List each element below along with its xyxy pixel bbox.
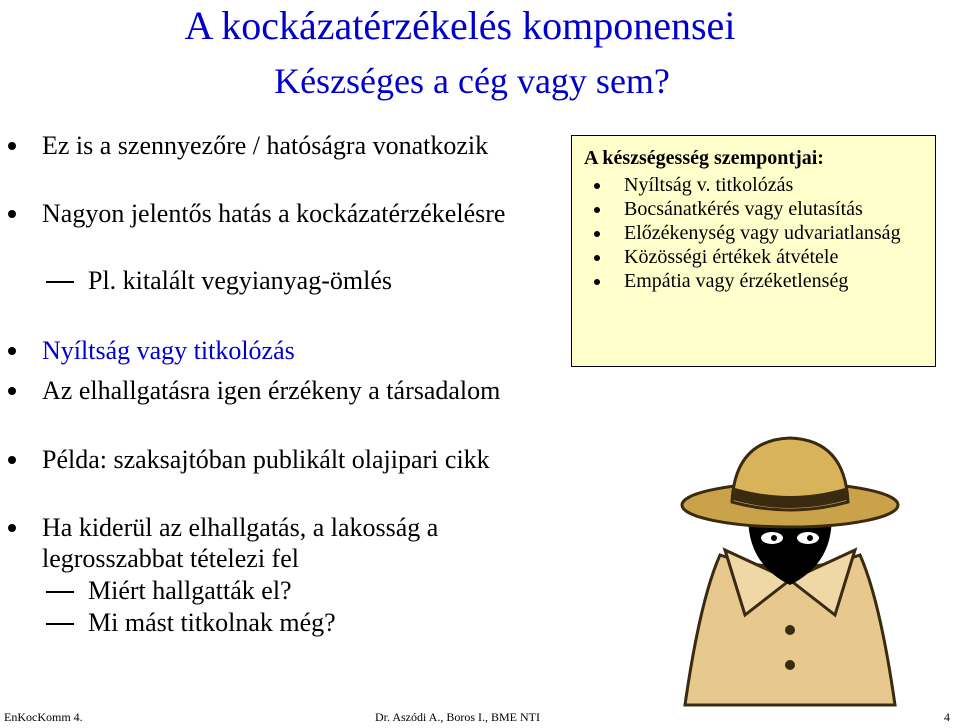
sub-bullet-item: Miért hallgatták el? [88,575,548,606]
box-heading: A készségesség szempontjai: [584,147,824,169]
box-list [584,173,923,293]
box-item: Előzékenység vagy udvariatlanság [584,221,923,245]
bullet-item: Az elhallgatásra igen érzékeny a társadalom [42,375,552,406]
sub-bullet-item: Mi mást titkolnak még? [88,607,548,638]
bullet-item: Ez is a szennyezőre / hatóságra vonatkozik [42,130,552,161]
slide-subtitle: Készséges a cég vagy sem? [274,61,670,101]
slide-title: A kockázatérzékelés komponensei [184,3,736,48]
bullet-item: Példa: szaksajtóban publikált olajipari cikk [42,444,552,475]
box-item: Közösségi értékek átvétele [584,245,923,269]
sub-bullet-item: Pl. kitalált vegyianyag-ömlés [88,265,548,296]
box-item: Empátia vagy érzéketlenség [584,269,923,293]
footer-course: EnKocKomm 4. [4,710,83,724]
bullet-item: Nagyon jelentős hatás a kockázatérzékelésre [42,198,552,229]
spy-illustration [640,430,940,710]
footer-authors: Dr. Aszódi A., Boros I., BME NTI [375,710,540,724]
bullet-item: Ha kiderül az elhallgatás, a lakosság a legrosszabbat tételezi fel [42,512,552,574]
bullet-item-highlight: Nyíltság vagy titkolózás [42,335,552,366]
footer-page-number: 4 [944,710,950,724]
box-item: Nyíltság v. titkolózás [584,173,923,197]
box-item: Bocsánatkérés vagy elutasítás [584,197,923,221]
readiness-criteria-box [571,135,936,367]
